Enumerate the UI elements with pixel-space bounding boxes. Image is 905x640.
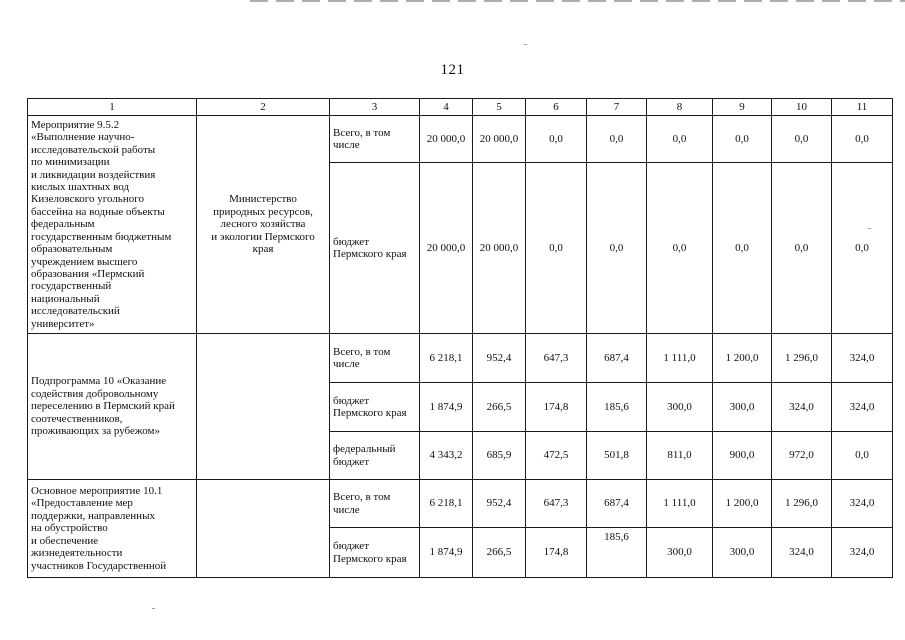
header-row xyxy=(28,99,893,116)
column-header: 1 xyxy=(28,99,197,116)
value-cell: 0,0 xyxy=(587,116,647,163)
value-cell: 972,0 xyxy=(772,432,832,480)
budget-table xyxy=(27,98,893,578)
responsible-executor: Министерство природных ресурсов, лесного хозяйства и экологии Пермского края xyxy=(197,116,330,334)
funding-source: Всего, в том числе xyxy=(330,334,420,383)
value-cell: 1 200,0 xyxy=(713,480,772,528)
value-cell: 300,0 xyxy=(713,383,772,432)
value-cell: 0,0 xyxy=(713,163,772,334)
activity-name: Подпрограмма 10 «Оказание содействия добровольному переселению в Пермский край соотечественников, проживающих за рубежом» xyxy=(28,334,197,480)
value-cell: 0,0 xyxy=(647,116,713,163)
funding-source: бюджет Пермского края xyxy=(330,528,420,578)
table-row xyxy=(28,116,893,163)
funding-source: федеральный бюджет xyxy=(330,432,420,480)
value-cell: 811,0 xyxy=(647,432,713,480)
scan-speck xyxy=(868,228,871,229)
top-scan-rule xyxy=(250,0,905,2)
column-header: 3 xyxy=(330,99,420,116)
value-cell: 1 111,0 xyxy=(647,480,713,528)
column-header: 7 xyxy=(587,99,647,116)
value-cell: 685,9 xyxy=(473,432,526,480)
column-header: 10 xyxy=(772,99,832,116)
value-cell: 4 343,2 xyxy=(420,432,473,480)
column-header: 9 xyxy=(713,99,772,116)
value-cell: 952,4 xyxy=(473,480,526,528)
value-cell: 6 218,1 xyxy=(420,334,473,383)
scan-speck xyxy=(524,44,527,45)
value-cell: 0,0 xyxy=(832,432,893,480)
value-cell: 0,0 xyxy=(772,163,832,334)
value-cell: 1 111,0 xyxy=(647,334,713,383)
value-cell: 300,0 xyxy=(647,528,713,578)
value-cell: 324,0 xyxy=(832,383,893,432)
table-row xyxy=(28,334,893,383)
value-cell: 0,0 xyxy=(832,116,893,163)
value-cell: 900,0 xyxy=(713,432,772,480)
value-cell: 20 000,0 xyxy=(473,116,526,163)
value-cell: 324,0 xyxy=(772,528,832,578)
responsible-executor xyxy=(197,480,330,578)
value-cell: 174,8 xyxy=(526,383,587,432)
value-cell: 1 200,0 xyxy=(713,334,772,383)
value-cell: 647,3 xyxy=(526,480,587,528)
value-cell: 300,0 xyxy=(713,528,772,578)
column-header: 5 xyxy=(473,99,526,116)
scan-speck xyxy=(152,608,155,609)
value-cell: 324,0 xyxy=(832,480,893,528)
column-header: 8 xyxy=(647,99,713,116)
funding-source: Всего, в том числе xyxy=(330,480,420,528)
value-cell: 1 296,0 xyxy=(772,480,832,528)
activity-name: Основное мероприятие 10.1 «Предоставление мер поддержки, направленных на обустройство и обеспечение жизнедеятельности участников Государственной xyxy=(28,480,197,578)
value-text: 185,6 xyxy=(604,531,629,543)
value-cell: 1 874,9 xyxy=(420,383,473,432)
column-header: 2 xyxy=(197,99,330,116)
value-cell: 687,4 xyxy=(587,480,647,528)
activity-name: Мероприятие 9.5.2 «Выполнение научно- исследовательской работы по минимизации и ликвидации воздействия кислых шахтных вод Кизеловского угольного бассейна на водные объекты федеральным государственным бюджетным образовательным учреждением высшего образования «Пермский государственный национальный исследовательский университет» xyxy=(28,116,197,334)
value-cell: 0,0 xyxy=(832,163,893,334)
value-cell: 324,0 xyxy=(832,528,893,578)
value-cell: 20 000,0 xyxy=(420,163,473,334)
column-header: 11 xyxy=(832,99,893,116)
value-cell: 20 000,0 xyxy=(473,163,526,334)
value-cell: 20 000,0 xyxy=(420,116,473,163)
value-cell: 647,3 xyxy=(526,334,587,383)
value-cell: 266,5 xyxy=(473,528,526,578)
value-cell: 0,0 xyxy=(647,163,713,334)
table-row xyxy=(28,480,893,528)
value-cell: 266,5 xyxy=(473,383,526,432)
funding-source: бюджет Пермского края xyxy=(330,383,420,432)
value-cell: 1 296,0 xyxy=(772,334,832,383)
value-cell: 324,0 xyxy=(772,383,832,432)
column-header: 6 xyxy=(526,99,587,116)
funding-source: Всего, в том числе xyxy=(330,116,420,163)
value-cell: 0,0 xyxy=(772,116,832,163)
value-cell: 6 218,1 xyxy=(420,480,473,528)
value-cell: 185,6 xyxy=(587,383,647,432)
value-cell: 324,0 xyxy=(832,334,893,383)
funding-source: бюджет Пермского края xyxy=(330,163,420,334)
value-cell: 300,0 xyxy=(647,383,713,432)
value-cell: 952,4 xyxy=(473,334,526,383)
value-cell: 0,0 xyxy=(587,163,647,334)
value-cell: 0,0 xyxy=(713,116,772,163)
value-cell: 1 874,9 xyxy=(420,528,473,578)
value-cell: 0,0 xyxy=(526,116,587,163)
value-cell: 472,5 xyxy=(526,432,587,480)
value-cell: 501,8 xyxy=(587,432,647,480)
column-header: 4 xyxy=(420,99,473,116)
value-cell: 0,0 xyxy=(526,163,587,334)
responsible-executor xyxy=(197,334,330,480)
value-cell: 174,8 xyxy=(526,528,587,578)
page-number: 121 xyxy=(440,62,465,78)
value-cell xyxy=(587,528,647,578)
value-cell: 687,4 xyxy=(587,334,647,383)
